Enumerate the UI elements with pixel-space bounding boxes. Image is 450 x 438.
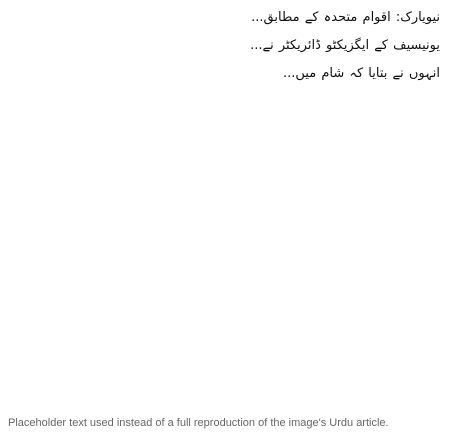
article-paragraph-2: یونیسیف کے ایگزیکٹو ڈائریکٹر نے...: [250, 38, 440, 53]
article-paragraph-3: انہوں نے بتایا کہ شام میں...: [283, 66, 440, 81]
placeholder-note: Placeholder text used instead of a full reproduction of the image's Urdu article.: [8, 417, 389, 429]
article-body: [8, 8, 440, 84]
article-paragraph-1: نیویارک: اقوام متحدہ کے مطابق...: [251, 10, 440, 25]
